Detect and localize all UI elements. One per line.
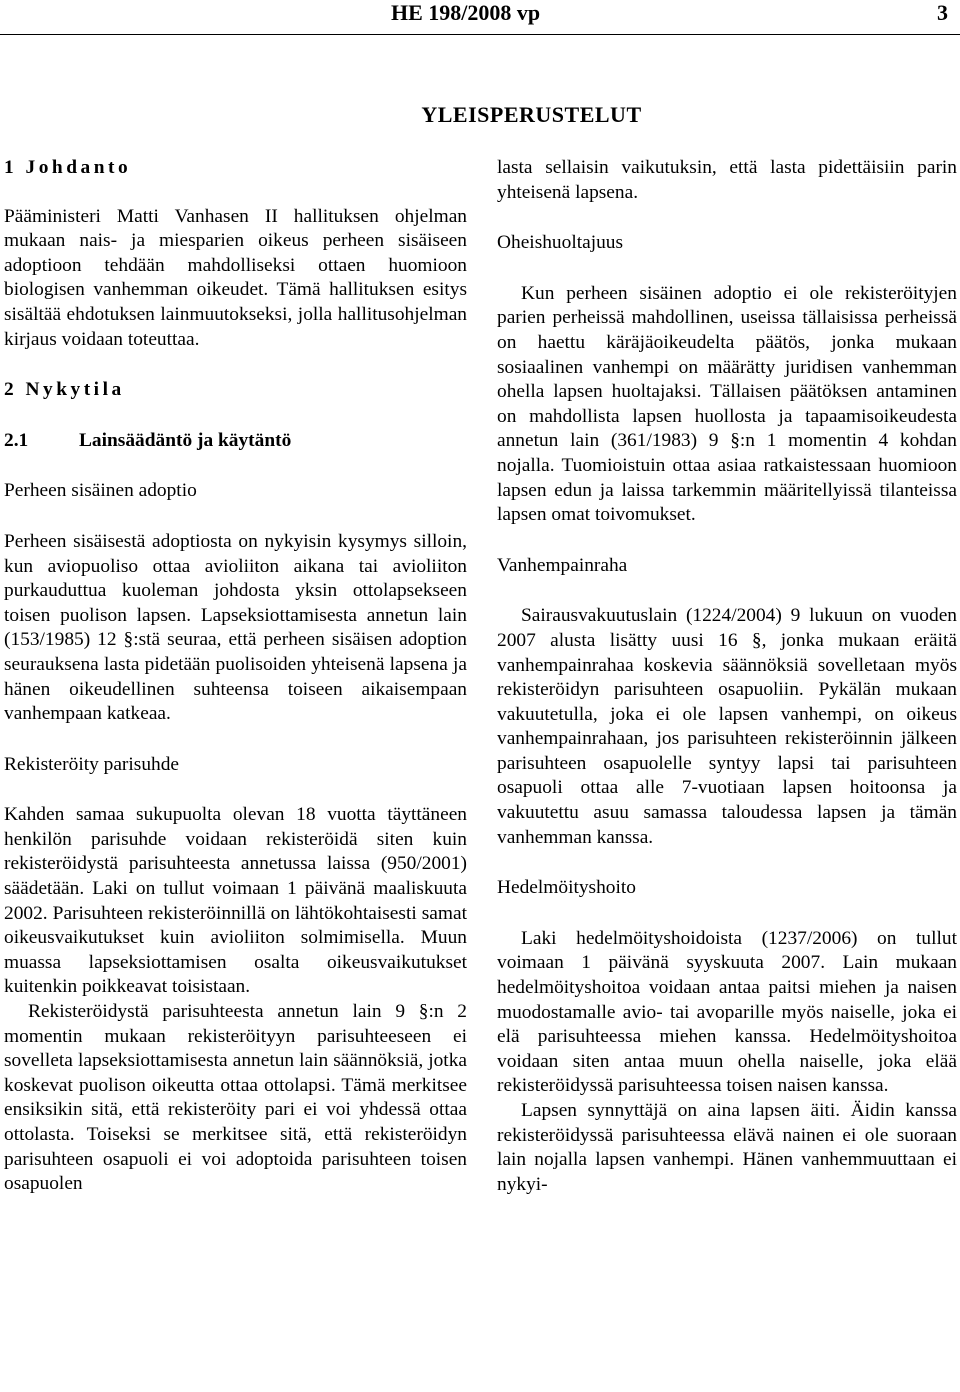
paragraph-vanhempainraha: Sairausvakuutuslain (1224/2004) 9 lukuun on vuoden 2007 alusta lisätty uusi 16 §, jonka mukaan eräitä vanhempainrahaa koskevia säännöksiä sovelletaan myös rekisteröidyn parisuhteen osapuoliin. Pykälän mukaan vakuutetulla, joka ei ole lapsen vanhempi, on oikeus vanhempainrahaan, jos parisuhteen rekisteröinnin jälkeen parisuhteen osapuolelle syntyy lapsi tai parisuhteen osapuoli ottaa alle 7-vuotiaan lapsen hoitoonsa ja vakuutettu asuu samassa taloudessa lapsen ja tämän vanhemman kanssa. <box>497 605 957 848</box>
heading-number: 2.1 <box>4 429 29 451</box>
paragraph-oheishuoltajuus: Kun perheen sisäinen adoptio ei ole rekisteröityjen parien perheissä mahdollinen, useissa tällaisissa perheissä on haettu käräjäoikeudelta päätös, jonka mukaan sosiaalinen vanhempi on määrätty juridisen vanhemman ohella lapsen huoltajaksi. Tällaisen päätöksen antaminen on mahdollista lapsen huollosta ja tapaamisoikeudesta annetun lain (361/1983) 9 §:n 1 momentin 4 kohdan nojalla. Tuomioistuin ottaa asiaa ratkaistessaan huomioon lapsen edun ja laissa tarkemmin määritellyissä tilanteissa lapsen omat toivomukset. <box>497 282 957 526</box>
heading-parisuhde: Rekisteröity parisuhde <box>4 753 180 775</box>
heading-oheishuoltajuus: Oheishuoltajuus <box>497 232 624 254</box>
paragraph-parisuhde-1: Kahden samaa sukupuolta olevan 18 vuotta täyttäneen henkilön parisuhde voidaan rekisteröidä siten kuin rekisteröidystä parisuhteesta annetussa laissa (950/2001) säädetään. Laki on tullut voimaan 1 päivänä maaliskuuta 2002. Parisuhteen rekisteröinnillä on lähtökohtaisesti samat oikeusvaikutukset kuin avioliiton solmimisella. Muun muassa lapseksiottamisen osalta oikeusvaikutukset kuitenkin poikkeavat toisistaan. <box>4 804 467 998</box>
paragraph-hedelmoityshoito-1: Laki hedelmöityshoidoista (1237/2006) on tullut voimaan 1 päivänä syyskuuta 2007. Lain mukaan hedelmöityshoitoa voidaan antaa paitsi miehen ja naisen muodostamalle avio- tai avoparille myös naiselle, joka ei elä parisuhteessa miehen kanssa. Hedelmöityshoitoa voidaan siten antaa muun ohella naiselle, joka elää rekisteröidyssä parisuhteessa toisen naisen kanssa. <box>497 927 957 1097</box>
paragraph-hedelmoityshoito-2: Lapsen synnyttäjä on aina lapsen äiti. Äidin kanssa rekisteröidyssä parisuhteessa elävä nainen ei ole suoraan lain nojalla lapsen vanhempi. Hänen vanhemmuuttaan ei nykyi- <box>497 1100 957 1195</box>
document-id: HE 198/2008 vp <box>391 0 541 25</box>
main-heading: YLEISPERUSTELUT <box>421 102 642 127</box>
left-column <box>4 156 467 1197</box>
paragraph-continued: lasta sellaisin vaikutuksin, että lasta pidettäisiin parin yhteisenä lapsena. <box>497 157 957 203</box>
heading-hedelmoityshoito: Hedelmöityshoito <box>497 877 636 899</box>
heading-nykytila: 2 Nykytila <box>4 379 125 401</box>
page-header <box>0 0 960 30</box>
heading-adoptio: Perheen sisäinen adoptio <box>4 480 197 502</box>
right-column <box>497 156 957 1197</box>
heading-text: Lainsäädäntö ja käytäntö <box>79 429 292 451</box>
paragraph-parisuhde-2: Rekisteröidystä parisuhteesta annetun lain 9 §:n 2 momentin mukaan rekisteröityyn parisuhteeseen ei sovelleta lapseksiottamisesta annetun lain säännöksiä, jotka koskevat puolison oikeutta ottaa ottolapsi. Tämä merkitsee ensiksikin sitä, että rekisteröity pari ei voi yhdessä ottaa ottolasta. Toiseksi se merkitsee sitä, että rekisteröidyn parisuhteen osapuoli ei voi adoptoida parisuhteen toisen osapuolen <box>4 1001 467 1195</box>
paragraph-adoptio: Perheen sisäisestä adoptiosta on nykyisin kysymys silloin, kun aviopuoliso ottaa avioliiton aikana tai avioliiton purkauduttua kuoleman johdosta yksin ottolapsekseen toisen puolison lapsen. Lapseksiottamisesta annetun lain (153/1985) 12 §:stä seuraa, että perheen sisäisen adoption seurauksena lasta pidetään puolisoiden yhteisenä lapsena ja hänen oikeudellinen suhteensa toiseen aikaisempaan vanhempaan katkeaa. <box>4 530 467 725</box>
page-number: 3 <box>937 0 948 25</box>
heading-vanhempainraha: Vanhempainraha <box>497 554 628 576</box>
heading-johdanto: 1 Johdanto <box>4 157 132 178</box>
heading-lainsaadanto <box>4 429 467 454</box>
paragraph-johdanto: Pääministeri Matti Vanhasen II hallituksen ohjelman mukaan nais- ja miesparien oikeus perheen sisäiseen adoptioon tehdään mahdolliseksi ottaen huomioon biologisen vanhemman oikeudet. Tämä hallituksen esitys sisältää ehdotuksen lainmuutokseksi, jolla hallitusohjelman kirjaus voidaan toteuttaa. <box>4 205 467 350</box>
header-rule <box>0 34 960 35</box>
